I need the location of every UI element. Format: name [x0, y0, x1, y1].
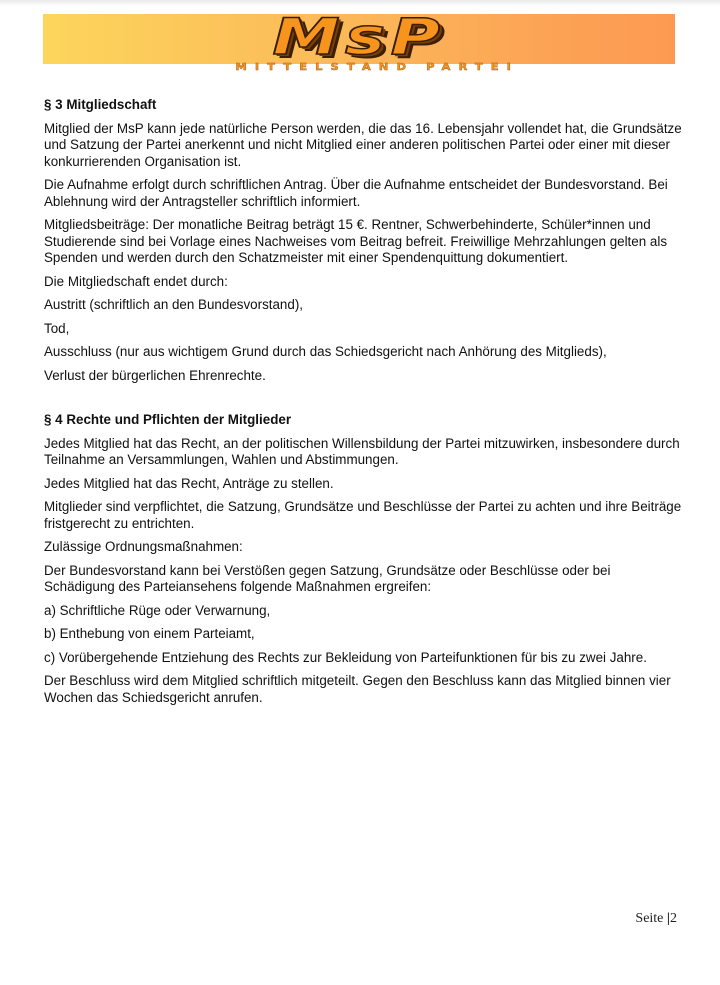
page-number: 2: [670, 911, 677, 926]
paragraph: Mitglied der MsP kann jede natürliche Person werden, die das 16. Lebensjahr vollendet hat, die Grundsätze und Satzung der Partei anerkennt und nicht Mitglied einer anderen politischen Partei oder einer mit dieser konkurrierenden Organisation ist.: [44, 120, 682, 169]
section-spacer: [44, 391, 684, 412]
paragraph: Der Beschluss wird dem Mitglied schriftlich mitgeteilt. Gegen den Beschluss kann das Mitglied binnen vier Wochen das Schiedsgericht anrufen.: [44, 673, 671, 705]
page-label: Seite: [635, 911, 664, 926]
section-heading: § 4 Rechte und Pflichten der Mitglieder: [44, 412, 292, 427]
list-item: Tod,: [44, 320, 70, 336]
section-rechte-pflichten: [44, 412, 684, 706]
paragraph: Zulässige Ordnungsmaßnahmen:: [44, 539, 243, 554]
section-heading: § 3 Mitgliedschaft: [44, 97, 157, 112]
top-edge: [0, 0, 720, 6]
list-item: Ausschluss (nur aus wichtigem Grund durch das Schiedsgericht nach Anhörung des Mitglieds),: [44, 344, 607, 359]
paragraph: Mitgliedsbeiträge: Der monatliche Beitrag beträgt 15 €. Rentner, Schwerbehinderte, Schüler*innen und Studierende sind bei Vorlage eines Nachweises vom Beitrag befreit. Freiwillige Mehrzahlungen gelten als Spenden und werden durch den Schatzmeister mit einer Spendenquittung dokumentiert.: [44, 217, 668, 265]
paragraph: Die Mitgliedschaft endet durch:: [44, 273, 228, 289]
page-footer: [635, 911, 677, 927]
list-item: Austritt (schriftlich an den Bundesvorstand),: [44, 297, 304, 312]
paragraph: Der Bundesvorstand kann bei Verstößen gegen Satzung, Grundsätze oder Beschlüsse oder bei Schädigung des Parteiansehens folgende Maßnahmen ergreifen:: [44, 562, 611, 594]
header-banner: [43, 8, 675, 66]
paragraph: Jedes Mitglied hat das Recht, an der politischen Willensbildung der Partei mitzuwirken, insbesondere durch Teilnahme an Versammlungen, Wahlen und Abstimmungen.: [44, 435, 680, 467]
page-separator: |: [666, 911, 670, 926]
section-mitgliedschaft: [44, 97, 684, 384]
list-item: a) Schriftliche Rüge oder Verwarnung,: [44, 602, 271, 618]
document-body: [44, 97, 684, 713]
party-logo: MsP: [272, 8, 446, 66]
list-item: c) Vorübergehende Entziehung des Rechts zur Bekleidung von Parteifunktionen für bis zu zwei Jahre.: [44, 649, 647, 665]
paragraph: Mitglieder sind verpflichtet, die Satzung, Grundsätze und Beschlüsse der Partei zu achten und ihre Beiträge fristgerecht zu entrichten.: [44, 499, 682, 531]
paragraph: Die Aufnahme erfolgt durch schriftlichen Antrag. Über die Aufnahme entscheidet der Bundesvorstand. Bei Ablehnung wird der Antragsteller schriftlich informiert.: [44, 177, 668, 209]
list-item: Verlust der bürgerlichen Ehrenrechte.: [44, 367, 266, 383]
party-subtitle: MITTELSTAND PARTEI: [235, 62, 520, 73]
list-item: b) Enthebung von einem Parteiamt,: [44, 626, 255, 641]
paragraph: Jedes Mitglied hat das Recht, Anträge zu stellen.: [44, 475, 334, 491]
